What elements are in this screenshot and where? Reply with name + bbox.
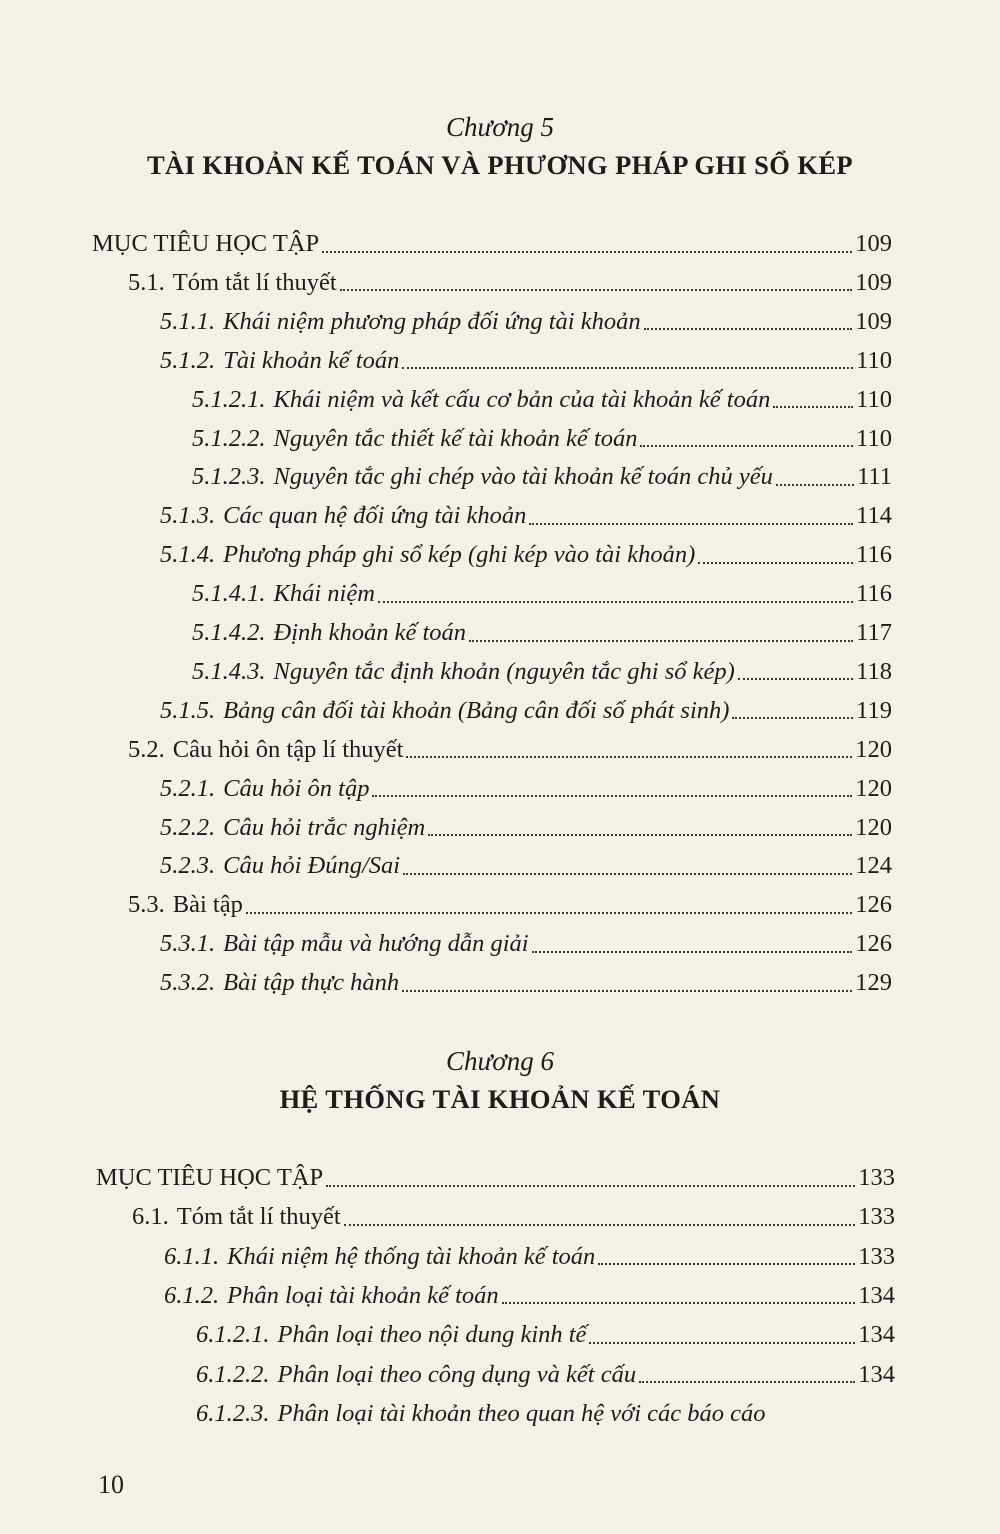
toc-entry-page: 129 [855,969,892,997]
toc-entry-label [92,226,319,262]
dot-leader [378,600,853,603]
toc-entry-page: 116 [856,580,892,608]
toc-entry-page: 110 [856,385,892,413]
toc-entry-number: 5.3.2. [160,969,216,997]
toc-entry-title: Nguyên tắc định khoản (nguyên tắc ghi sổ kép) [273,657,735,685]
toc-entry-label [192,459,773,495]
toc-entry-page: 124 [855,852,892,880]
toc-entry-title: Câu hỏi Đúng/Sai [223,852,401,880]
toc-entry[interactable] [192,576,892,612]
toc-entry-page: 134 [858,1360,895,1388]
toc-entry-page: 111 [857,463,892,491]
toc-entry-title: Phân loại theo nội dung kinh tế [277,1321,587,1349]
chapter-6-label: Chương 6 [446,1046,554,1076]
toc-entry-page: 126 [855,930,892,958]
toc-entry-title: Phân loại theo công dụng và kết cấu [277,1360,637,1388]
chapter-6-title: HỆ THỐNG TÀI KHOẢN KẾ TOÁN [279,1084,721,1114]
toc-entry-title: MỤC TIÊU HỌC TẬP [92,230,320,257]
toc-entry-title: Khái niệm hệ thống tài khoản kế toán [227,1242,596,1270]
toc-entry-label [160,926,529,962]
dot-leader [589,1341,855,1344]
toc-entry-label [160,965,399,1001]
toc-entry[interactable] [192,459,892,495]
toc-entry-page: 133 [858,1242,895,1270]
dot-leader [469,639,853,642]
dot-leader [344,1223,856,1226]
toc-entry-number: 5.1.1. [160,307,216,335]
toc-entry-label [160,304,641,340]
toc-entry[interactable] [160,965,892,1001]
toc-entry-page: 134 [858,1321,895,1349]
dot-leader [403,872,852,875]
page-number: 10 [98,1470,124,1499]
toc-entry[interactable] [160,693,892,729]
toc-entry-label [160,537,695,573]
toc-entry-title: Phương pháp ghi sổ kép (ghi kép vào tài khoản) [223,541,696,569]
toc-entry-label [196,1317,586,1353]
dot-leader [322,250,852,253]
toc-entry-number: 6.1.2.2. [196,1360,270,1388]
dot-leader [644,327,853,330]
toc-entry[interactable] [92,226,892,262]
toc-entry-page: 110 [856,346,892,374]
toc-entry-title: Phân loại tài khoản theo quan hệ với các báo cáo [277,1399,766,1427]
toc-entry-number: 5.1.2.3. [192,463,266,491]
chapter-5-title: TÀI KHOẢN KẾ TOÁN VÀ PHƯƠNG PHÁP GHI SỔ KÉP [146,150,854,180]
toc-entry[interactable] [164,1239,895,1275]
toc-entry[interactable] [196,1396,895,1432]
toc-entry-title: Khái niệm phương pháp đối ứng tài khoản [223,307,641,335]
dot-leader [326,1184,855,1187]
toc-entry-number: 5.1.4.2. [192,619,266,646]
toc-entry-label [192,615,466,651]
toc-entry-label [96,1160,323,1196]
toc-entry-label [164,1278,499,1314]
toc-entry[interactable] [160,343,892,379]
dot-leader [532,950,853,953]
dot-leader [406,755,852,758]
dot-leader [773,405,853,408]
toc-entry-number: 5.2. [128,735,165,763]
dot-leader [402,366,853,369]
toc-entry[interactable] [160,304,892,340]
toc-entry[interactable] [196,1357,895,1393]
dot-leader [246,911,852,914]
toc-entry-page: 117 [856,619,892,646]
toc-entry-label [192,421,637,457]
toc-entry-label [196,1357,636,1393]
toc-entry-number: 5.1.4. [160,541,216,569]
toc-entry[interactable] [160,810,892,846]
dot-leader [640,444,853,447]
toc-entry-title: Câu hỏi ôn tập lí thuyết [172,735,404,763]
toc-entry-title: Tóm tắt lí thuyết [176,1203,341,1231]
toc-entry-page: 120 [855,735,892,763]
toc-entry[interactable] [128,732,892,768]
toc-entry-title: Bảng cân đối tài khoản (Bảng cân đối số phát sinh) [223,696,730,724]
toc-entry-label [192,382,770,418]
toc-entry-page: 133 [858,1203,895,1231]
toc-entry-number: 5.1.4.1. [192,580,266,608]
toc-entry-number: 5.1.2. [160,346,216,374]
toc-entry-page: 126 [855,891,892,919]
toc-entry[interactable] [128,887,892,923]
toc-entry-page: 120 [855,774,892,802]
toc-entry-title: Bài tập mẫu và hướng dẫn giải [223,930,529,958]
toc-entry-page: 120 [855,813,892,841]
toc-entry-page: 109 [855,230,892,257]
toc-entry[interactable] [160,926,892,962]
toc-entry-label [132,1199,341,1235]
dot-leader [372,794,852,797]
toc-entry[interactable] [160,848,892,884]
toc-entry[interactable] [196,1317,895,1353]
toc-entry-label [128,732,403,768]
toc-entry-number: 5.2.3. [160,852,216,880]
toc-entry-label [160,498,526,534]
toc-entry-number: 6.1.2.1. [196,1321,270,1349]
toc-entry-number: 6.1. [132,1203,169,1231]
toc-entry[interactable] [160,498,892,534]
toc-entry-title: Bài tập thực hành [223,969,400,997]
toc-entry[interactable] [164,1278,895,1314]
dot-leader [340,288,853,291]
toc-entry[interactable] [192,382,892,418]
dot-leader [732,716,853,719]
toc-entry-number: 5.3. [128,891,165,919]
toc-entry-page: 109 [855,268,892,296]
dot-leader [598,1262,855,1265]
toc-entry-page: 114 [856,502,892,530]
toc-entry-title: Khái niệm và kết cấu cơ bản của tài khoản kế toán [273,385,771,413]
toc-entry-number: 5.2.2. [160,813,216,841]
toc-entry-number: 6.1.2. [164,1281,220,1309]
toc-entry[interactable] [192,421,892,457]
dot-leader [776,483,854,486]
toc-entry-title: Khái niệm [273,580,375,608]
dot-leader [639,1380,855,1383]
toc-entry[interactable] [160,537,892,573]
toc-entry-number: 5.3.1. [160,930,216,958]
toc-entry[interactable] [128,265,892,301]
dot-leader [402,989,852,992]
toc-entry-label [160,848,400,884]
toc-entry-label [192,576,375,612]
toc-entry-page: 119 [856,696,892,724]
toc-entry-label [160,810,425,846]
toc-entry-page: 110 [856,424,892,452]
toc-entry[interactable] [96,1160,895,1196]
toc-entry-number: 5.1.3. [160,502,216,530]
dot-leader [529,522,853,525]
toc-entry-number: 5.1.2.1. [192,385,266,413]
toc-entry-title: Tóm tắt lí thuyết [172,268,337,296]
toc-entry[interactable] [132,1199,895,1235]
toc-entry-title: Bài tập [172,891,243,919]
toc-entry-page: 133 [858,1164,895,1191]
toc-entry-number: 6.1.1. [164,1242,220,1270]
toc-entry-title: Định khoản kế toán [273,619,467,646]
toc-entry-number: 5.1. [128,268,165,296]
toc-entry-number: 5.1.4.3. [192,657,266,685]
toc-entry-page: 118 [856,657,892,685]
dot-leader [502,1301,856,1304]
toc-entry-label [128,265,337,301]
toc-entry-page: 109 [855,307,892,335]
toc-entry-label [196,1396,766,1432]
toc-entry-number: 5.1.2.2. [192,424,266,452]
chapter-5-label: Chương 5 [446,112,554,142]
toc-entry-title: Nguyên tắc thiết kế tài khoản kế toán [273,424,638,452]
toc-entry-number: 5.1.5. [160,696,216,724]
toc-entry-title: Câu hỏi ôn tập [223,774,370,802]
dot-leader [428,833,852,836]
toc-entry-label [160,693,729,729]
dot-leader [738,677,853,680]
toc-entry[interactable] [192,654,892,690]
toc-entry-number: 6.1.2.3. [196,1399,270,1427]
toc-entry-label [164,1239,595,1275]
toc-entry-title: Các quan hệ đối ứng tài khoản [223,502,527,530]
toc-entry-page: 116 [856,541,892,569]
toc-entry-label [160,771,369,807]
toc-entry-title: Câu hỏi trắc nghiệm [223,813,426,841]
toc-entry[interactable] [192,615,892,651]
toc-entry-number: 5.2.1. [160,774,216,802]
toc-entry-label [160,343,399,379]
dot-leader [698,561,853,564]
toc-entry-label [128,887,243,923]
toc-entry-title: Nguyên tắc ghi chép vào tài khoản kế toán chủ yếu [273,463,773,491]
toc-entry-page: 134 [858,1281,895,1309]
toc-entry-title: Phân loại tài khoản kế toán [227,1281,499,1309]
toc-entry-title: Tài khoản kế toán [223,346,400,374]
toc-entry[interactable] [160,771,892,807]
toc-entry-label [192,654,735,690]
toc-entry-title: MỤC TIÊU HỌC TẬP [96,1164,324,1191]
